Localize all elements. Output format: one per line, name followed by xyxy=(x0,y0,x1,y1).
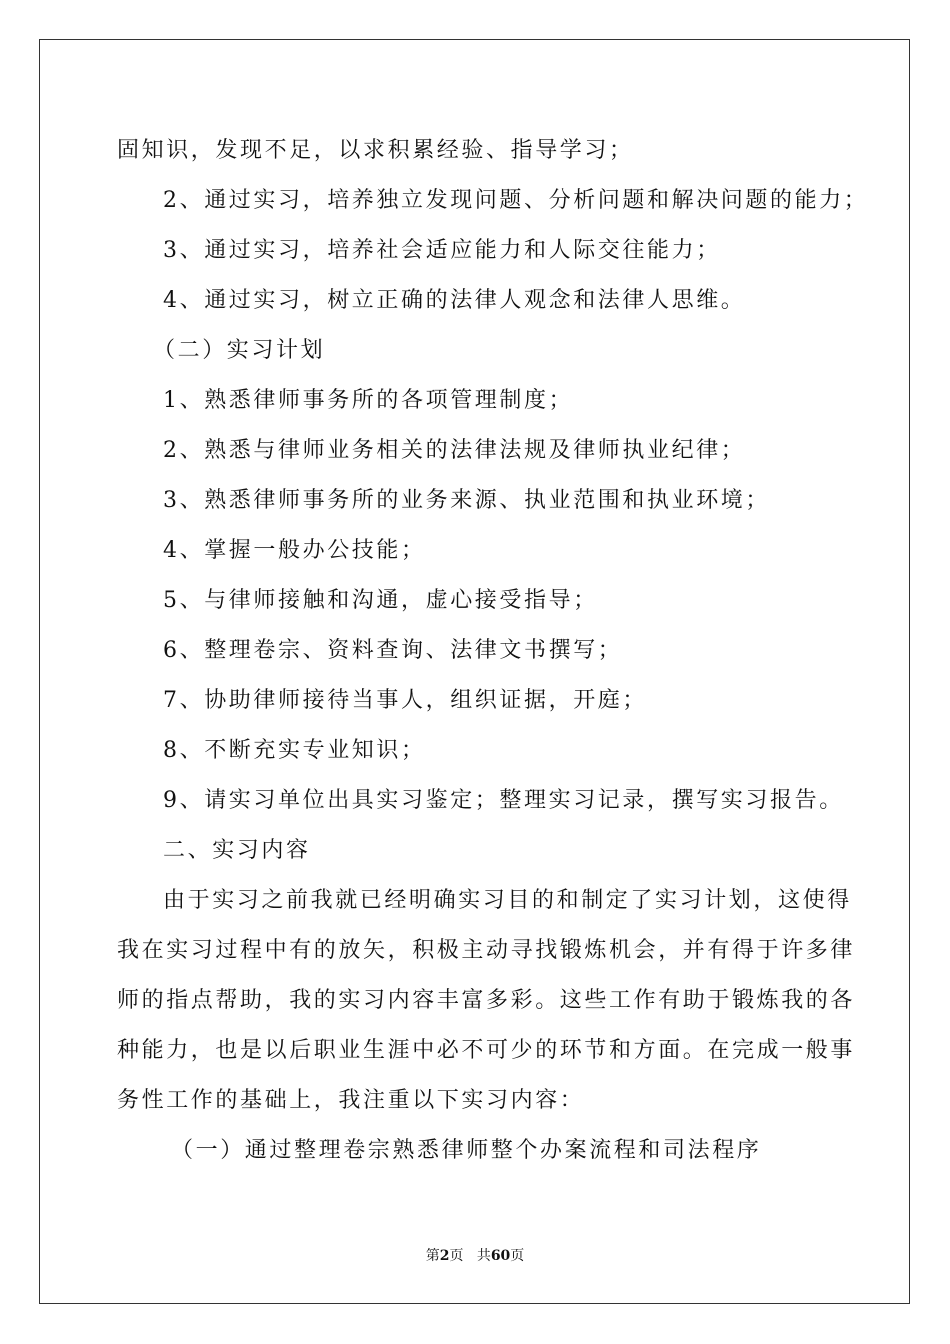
paragraph-line: 我在实习过程中有的放矢，积极主动寻找锻炼机会，并有得于许多律 xyxy=(117,938,856,963)
total-prefix: 共 xyxy=(476,1248,491,1264)
plan-item-9: 9、请实习单位出具实习鉴定；整理实习记录，撰写实习报告。 xyxy=(163,788,844,813)
paragraph-line: 由于实习之前我就已经明确实习目的和制定了实习计划，这使得 xyxy=(163,888,852,913)
document-body xyxy=(117,126,869,1176)
section-heading-content: 二、实习内容 xyxy=(163,838,311,863)
plan-item-7: 7、协助律师接待当事人，组织证据，开庭； xyxy=(163,688,647,713)
plan-item-1: 1、熟悉律师事务所的各项管理制度； xyxy=(163,388,574,413)
plan-item-3: 3、熟悉律师事务所的业务来源、执业范围和执业环境； xyxy=(163,488,770,513)
page-number: 2 xyxy=(439,1248,450,1264)
paragraph-line: 种能力，也是以后职业生涯中必不可少的环节和方面。在完成一般事 xyxy=(117,1038,856,1063)
paragraph-line: 固知识，发现不足，以求积累经验、指导学习； xyxy=(117,138,634,163)
paragraph-line: 师的指点帮助，我的实习内容丰富多彩。这些工作有助于锻炼我的各 xyxy=(117,988,856,1013)
page-footer xyxy=(0,1246,950,1266)
objective-item-2: 2、通过实习，培养独立发现问题、分析问题和解决问题的能力； xyxy=(163,188,869,213)
page-suffix: 页 xyxy=(449,1248,464,1264)
objective-item-3: 3、通过实习，培养社会适应能力和人际交往能力； xyxy=(163,238,721,263)
subsection-heading: （一）通过整理卷宗熟悉律师整个办案流程和司法程序 xyxy=(171,1138,762,1163)
plan-item-6: 6、整理卷宗、资料查询、法律文书撰写； xyxy=(163,638,623,663)
objective-item-4: 4、通过实习，树立正确的法律人观念和法律人思维。 xyxy=(163,288,746,313)
plan-item-8: 8、不断充实专业知识； xyxy=(163,738,426,763)
paragraph-line: 务性工作的基础上，我注重以下实习内容： xyxy=(117,1088,585,1113)
plan-item-5: 5、与律师接触和沟通，虚心接受指导； xyxy=(163,588,598,613)
total-pages: 60 xyxy=(490,1248,511,1264)
section-heading-plan: （二）实习计划 xyxy=(153,338,326,363)
plan-item-4: 4、掌握一般办公技能； xyxy=(163,538,426,563)
plan-item-2: 2、熟悉与律师业务相关的法律法规及律师执业纪律； xyxy=(163,438,746,463)
page-prefix: 第 xyxy=(425,1248,440,1264)
total-suffix: 页 xyxy=(510,1248,525,1264)
